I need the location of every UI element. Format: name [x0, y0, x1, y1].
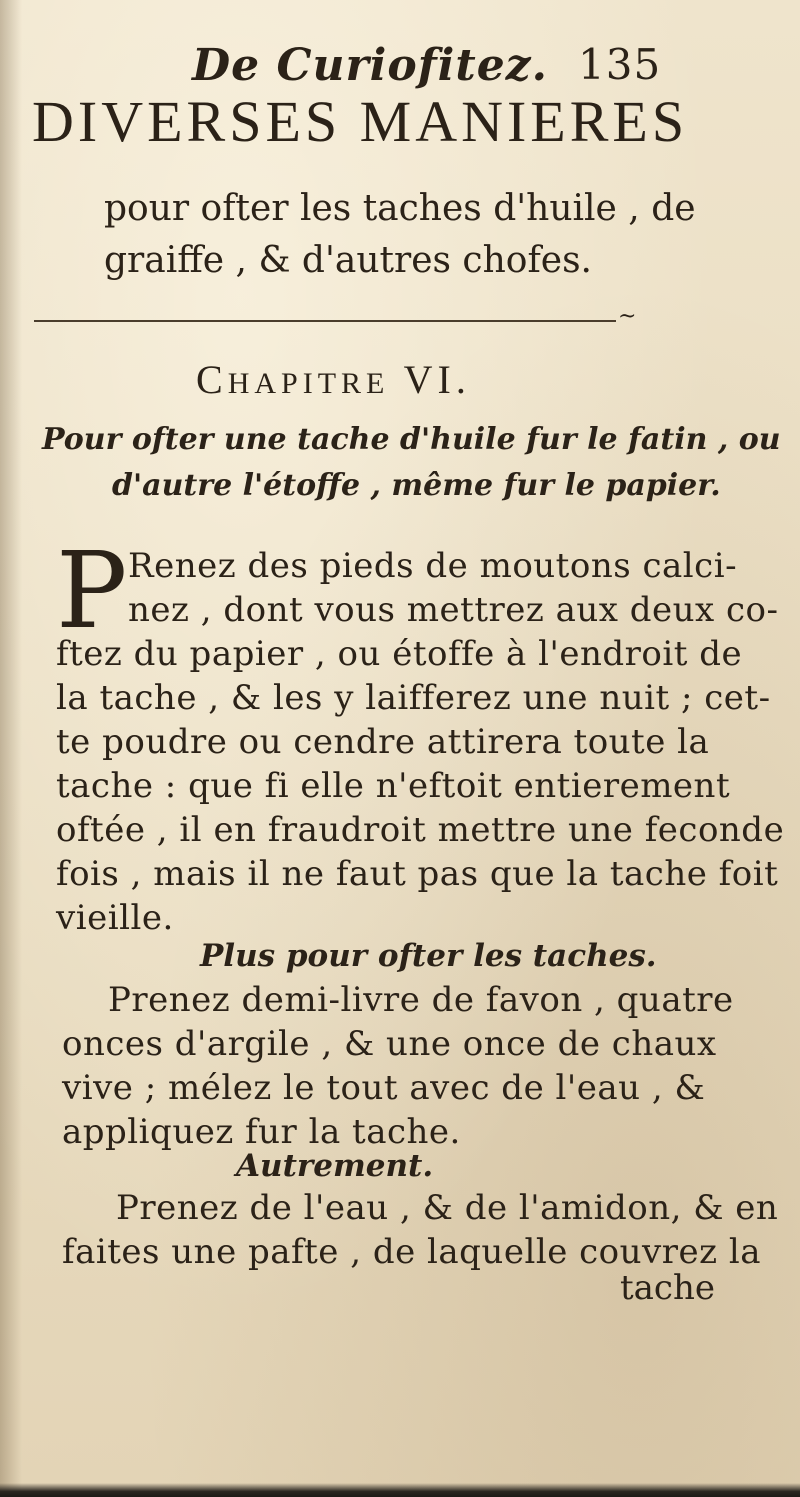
text-line: Prenez de l'eau , & de l'amidon, & en: [116, 1188, 779, 1228]
text-line: ftez du papier , ou étoffe à l'endroit de: [56, 634, 743, 674]
text-line: fois , mais il ne faut pas que la tache foit: [56, 854, 779, 894]
page-number: 135: [578, 40, 662, 89]
text-line: Prenez demi-livre de favon , quatre: [108, 980, 734, 1020]
chapter-label: HAPITRE: [227, 367, 390, 400]
text-line: la tache , & les y laifferez une nuit ; cet-: [56, 678, 771, 718]
section-heading: Plus pour ofter les taches.: [200, 938, 657, 974]
horizontal-rule: [34, 320, 616, 322]
text-line: vieille.: [56, 898, 174, 938]
rule-ornament: ~: [618, 304, 637, 329]
text-line: Renez des pieds de moutons calci-: [128, 546, 738, 586]
text-line: faites une pafte , de laquelle couvrez la: [62, 1232, 761, 1272]
chapter-initial: C: [196, 357, 228, 402]
text-line: nez , dont vous mettrez aux deux co-: [128, 590, 779, 630]
text-line: oftée , il en fraudroit mettre une feconde: [56, 810, 785, 850]
subtitle-line: pour ofter les taches d'huile , de: [104, 188, 696, 229]
text-line: tache : que fi elle n'eftoit entierement: [56, 766, 731, 806]
text-line: appliquez fur la tache.: [62, 1112, 461, 1152]
gutter-shadow: [0, 0, 22, 1497]
catchword: tache: [620, 1268, 715, 1308]
section-heading: Autrement.: [236, 1148, 434, 1184]
subtitle-line: graiffe , & d'autres chofes.: [104, 240, 592, 281]
chapter-numeral: VI.: [403, 357, 471, 402]
running-title: De Curiofitez.: [192, 40, 548, 91]
page-bottom-edge: [0, 1483, 800, 1497]
chapter-title: [196, 356, 471, 403]
text-line: te poudre ou cendre attirera toute la: [56, 722, 710, 762]
text-line: vive ; mélez le tout avec de l'eau , &: [62, 1068, 706, 1108]
chapter-heading-line: Pour ofter une tache d'huile fur le fatin , ou: [42, 422, 781, 457]
main-title: DIVERSES MANIERES: [32, 89, 689, 154]
text-line: onces d'argile , & une once de chaux: [62, 1024, 717, 1064]
chapter-heading-line: d'autre l'étoffe , même fur le papier.: [112, 468, 721, 503]
drop-cap: P: [56, 529, 128, 652]
